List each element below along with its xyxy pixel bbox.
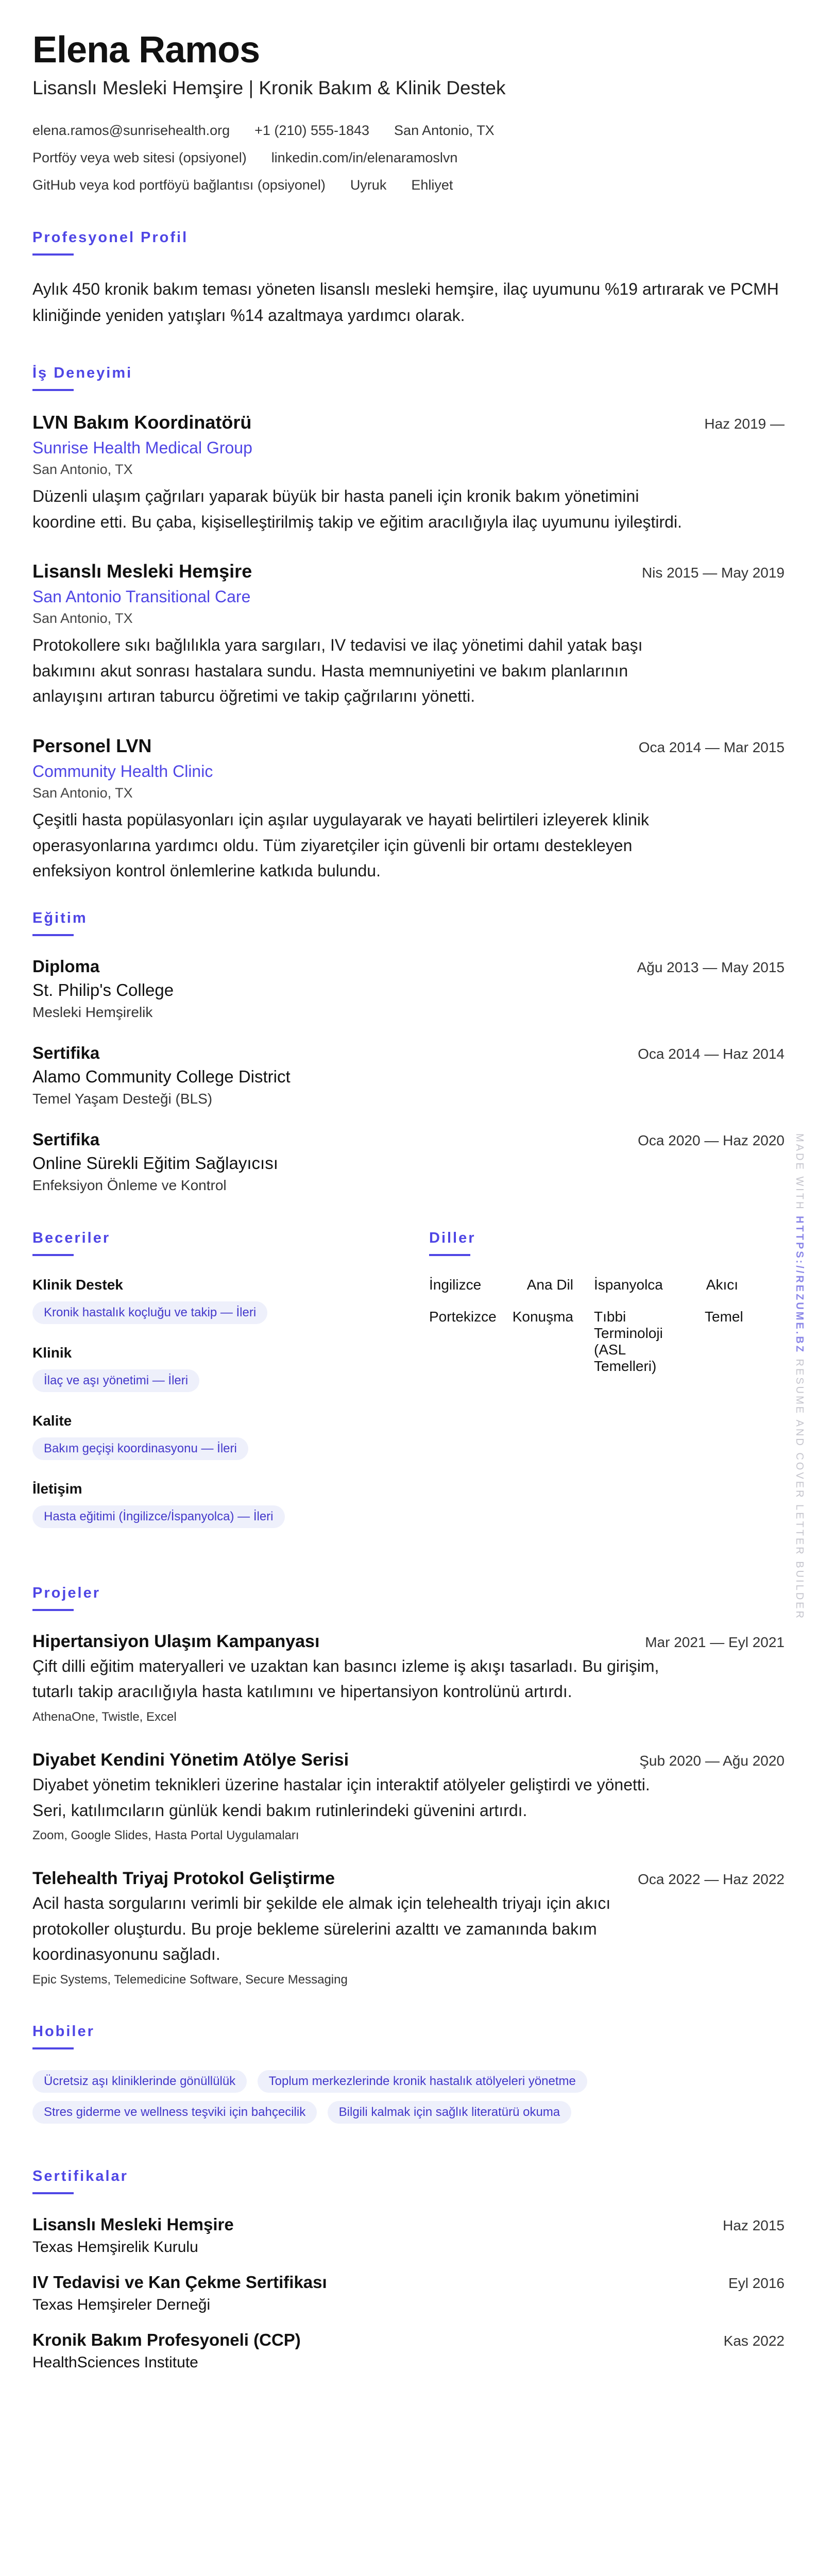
section-title: Projeler [32,1584,100,1601]
education-date: Oca 2020 — Haz 2020 [638,1132,785,1148]
hobby-chip: Ücretsiz aşı kliniklerinde gönüllülük [32,2070,247,2093]
section-title: Sertifikalar [32,2167,128,2184]
language-name: Tıbbi Terminoloji (ASL Temelleri) [594,1308,663,1374]
builder-watermark [793,1133,805,1620]
license-text: Ehliyet [411,177,453,193]
section-title: İş Deneyimi [32,364,133,381]
projects-section [32,1585,785,1987]
resume-page [32,31,785,2371]
project-tech: Epic Systems, Telemedicine Software, Secure Messaging [32,1972,348,1987]
job-title: Lisanslı Mesleki Hemşire [32,561,252,582]
section-divider [32,253,74,256]
skill-group [32,1345,429,1400]
certification-title: IV Tedavisi ve Kan Çekme Sertifikası [32,2272,327,2292]
field-of-study: Temel Yaşam Desteği (BLS) [32,1090,213,1107]
education-entry [32,957,785,1021]
language-level: Konuşma [512,1308,573,1325]
hobbies-section [32,2023,785,2132]
skill-group [32,1481,429,1536]
job-title: Personel LVN [32,735,152,756]
job-date: Oca 2014 — Mar 2015 [638,739,785,755]
section-title: Beceriler [32,1229,111,1246]
email-link[interactable]: elena.ramos@sunrisehealth.org [32,122,230,138]
education-entry [32,1130,785,1194]
project-description: Diyabet yönetim teknikleri üzerine hastalar için interaktif atölyeler geliştirdi ve yönetti. Seri, katılımcıların günlük kendi bakım rutinlerindeki güvenini artırdı. [32,1775,650,1820]
skill-group [32,1413,429,1468]
project-date: Oca 2022 — Haz 2022 [638,1871,785,1888]
project-entry [32,1632,785,1724]
project-title: Hipertansiyon Ulaşım Kampanyası [32,1631,320,1651]
project-entry [32,1750,785,1843]
job-description: Protokollere sıkı bağlılıkla yara sargıları, IV tedavisi ve ilaç yönetimi dahil yatak başı bakımını akut sonrası hastalara sundu. Hasta memnuniyetini ve bakım planlarının anlayışını artıran taburcu öğretimi ve takip çağrılarını yönetti. [32,636,643,706]
language-name: İspanyolca [594,1276,663,1293]
hobby-chips [32,2070,785,2132]
skill-group [32,1277,429,1332]
summary-section [32,229,785,329]
github-link[interactable]: GitHub veya kod portföyü bağlantısı (opsiyonel) [32,177,326,193]
watermark-prefix: MADE WITH [794,1133,805,1216]
field-of-study: Enfeksiyon Önleme ve Kontrol [32,1177,227,1193]
experience-section [32,365,785,884]
job-description: Çeşitli hasta popülasyonları için aşılar uygulayarak ve hayati belirtileri izleyerek klinik operasyonlarına yardımcı oldu. Tüm ziyaretçiler için güvenli bir ortamı destekleyen enfeksiyon kontrol önlemlerine katkıda bulundu. [32,810,649,880]
certification-entry [32,2330,785,2371]
project-description: Çift dilli eğitim materyalleri ve uzaktan kan basıncı izleme iş akışı tasarladı. Bu girişim, tutarlı takip aracılığıyla hasta katılımını ve hipertansiyon kontrolünü artırdı. [32,1656,659,1701]
skill-category: İletişim [32,1480,82,1497]
project-date: Mar 2021 — Eyl 2021 [645,1634,785,1650]
phone-link[interactable]: +1 (210) 555-1843 [254,122,370,138]
language-level: Temel [705,1308,743,1325]
school-name: Online Sürekli Eğitim Sağlayıcısı [32,1153,278,1173]
skill-chip: Hasta eğitimi (İngilizce/İspanyolca) — İleri [32,1505,285,1528]
education-date: Oca 2014 — Haz 2014 [638,1045,785,1062]
job-location: San Antonio, TX [32,461,133,477]
company-name: Community Health Clinic [32,761,213,781]
skill-chip: Kronik hastalık koçluğu ve takip — İleri [32,1301,267,1324]
degree-title: Sertifika [32,1043,100,1062]
education-date: Ağu 2013 — May 2015 [637,959,785,975]
project-tech: Zoom, Google Slides, Hasta Portal Uygulamaları [32,1828,299,1843]
certification-date: Kas 2022 [723,2332,785,2349]
certification-date: Haz 2015 [723,2217,785,2233]
section-divider [429,1254,470,1256]
skills-column [32,1230,429,1549]
section-title: Hobiler [32,2023,95,2040]
summary-text: Aylık 450 kronik bakım teması yöneten lisanslı mesleki hemşire, ilaç uyumunu %19 artırarak ve PCMH kliniğinde yeniden yatışları %14 azaltmaya yardımcı olarak. [32,279,779,325]
languages-column [429,1230,785,1549]
languages-grid [429,1277,785,1375]
candidate-headline: Lisanslı Mesleki Hemşire | Kronik Bakım & Klinik Destek [32,77,506,98]
language-name: Portekizce [429,1308,497,1325]
certification-date: Eyl 2016 [728,2275,785,2291]
section-divider [32,934,74,936]
certification-issuer: Texas Hemşirelik Kurulu [32,2238,198,2256]
project-entry [32,1869,785,1987]
skill-category: Klinik Destek [32,1276,123,1293]
education-entry [32,1043,785,1107]
company-name: Sunrise Health Medical Group [32,438,252,457]
website-link[interactable]: Portföy veya web sitesi (opsiyonel) [32,149,247,165]
section-divider [32,1254,74,1256]
section-divider [32,1609,74,1611]
contact-row-1 [32,123,785,139]
job-location: San Antonio, TX [32,611,133,626]
section-title: Eğitim [32,909,88,926]
skill-chip: Bakım geçişi koordinasyonu — İleri [32,1437,248,1460]
education-section [32,910,785,1194]
section-divider [32,389,74,391]
section-divider [32,2192,74,2194]
language-level: Ana Dil [526,1276,573,1293]
hobby-chip: Bilgili kalmak için sağlık literatürü okuma [328,2101,572,2124]
project-title: Telehealth Triyaj Protokol Geliştirme [32,1869,335,1889]
certification-title: Lisanslı Mesleki Hemşire [32,2214,234,2234]
linkedin-link[interactable]: linkedin.com/in/elenaramoslvn [271,149,458,165]
project-title: Diyabet Kendini Yönetim Atölye Serisi [32,1750,349,1770]
resume-header [32,31,785,193]
watermark-link[interactable]: HTTPS://REZUME.BZ [794,1216,805,1354]
skill-category: Kalite [32,1412,72,1429]
section-divider [32,2047,74,2049]
project-tech: AthenaOne, Twistle, Excel [32,1709,177,1724]
hobby-chip: Toplum merkezlerinde kronik hastalık atölyeleri yönetme [258,2070,587,2093]
skills-languages-section [32,1230,785,1549]
language-name: İngilizce [429,1276,482,1293]
experience-entry [32,561,785,709]
watermark-suffix: RESUME AND COVER LETTER BUILDER [794,1354,805,1620]
language-level: Akıcı [706,1276,738,1293]
degree-title: Diploma [32,956,100,976]
hobby-chip: Stres giderme ve wellness teşviki için bahçecilik [32,2101,317,2124]
project-date: Şub 2020 — Ağu 2020 [639,1752,785,1769]
certification-title: Kronik Bakım Profesyoneli (CCP) [32,2330,301,2349]
job-date: Nis 2015 — May 2019 [641,565,785,581]
school-name: St. Philip's College [32,980,174,999]
field-of-study: Mesleki Hemşirelik [32,1004,153,1020]
job-title: LVN Bakım Koordinatörü [32,411,252,433]
section-title: Profesyonel Profil [32,229,189,246]
school-name: Alamo Community College District [32,1066,291,1086]
section-title: Diller [429,1229,476,1246]
contact-row-2 [32,150,785,166]
skill-category: Klinik [32,1344,72,1361]
nationality-text: Uyruk [350,177,387,193]
job-location: San Antonio, TX [32,785,133,801]
skill-chip: İlaç ve aşı yönetimi — İleri [32,1369,199,1392]
project-description: Acil hasta sorgularını verimli bir şekilde ele almak için telehealth triyajı için akıcı protokoller oluşturdu. Bu proje bekleme sürelerini azalttı ve zamanında bakım koordinasyonunu sağladı. [32,1894,611,1964]
degree-title: Sertifika [32,1129,100,1149]
company-name: San Antonio Transitional Care [32,587,251,606]
job-date: Haz 2019 — [704,415,785,432]
experience-entry [32,412,785,535]
candidate-name: Elena Ramos [32,29,260,71]
location-text: San Antonio, TX [394,122,495,138]
certification-entry [32,2215,785,2256]
certification-issuer: HealthSciences Institute [32,2353,198,2371]
certification-issuer: Texas Hemşireler Derneği [32,2296,211,2313]
certification-entry [32,2273,785,2314]
contact-row-3 [32,177,785,193]
experience-entry [32,735,785,884]
certifications-section [32,2168,785,2371]
job-description: Düzenli ulaşım çağrıları yaparak büyük bir hasta paneli için kronik bakım yönetimini koordine etti. Bu çaba, kişiselleştirilmiş takip ve eğitim aracılığıyla ilaç uyumunu iyileştirdi. [32,486,682,531]
